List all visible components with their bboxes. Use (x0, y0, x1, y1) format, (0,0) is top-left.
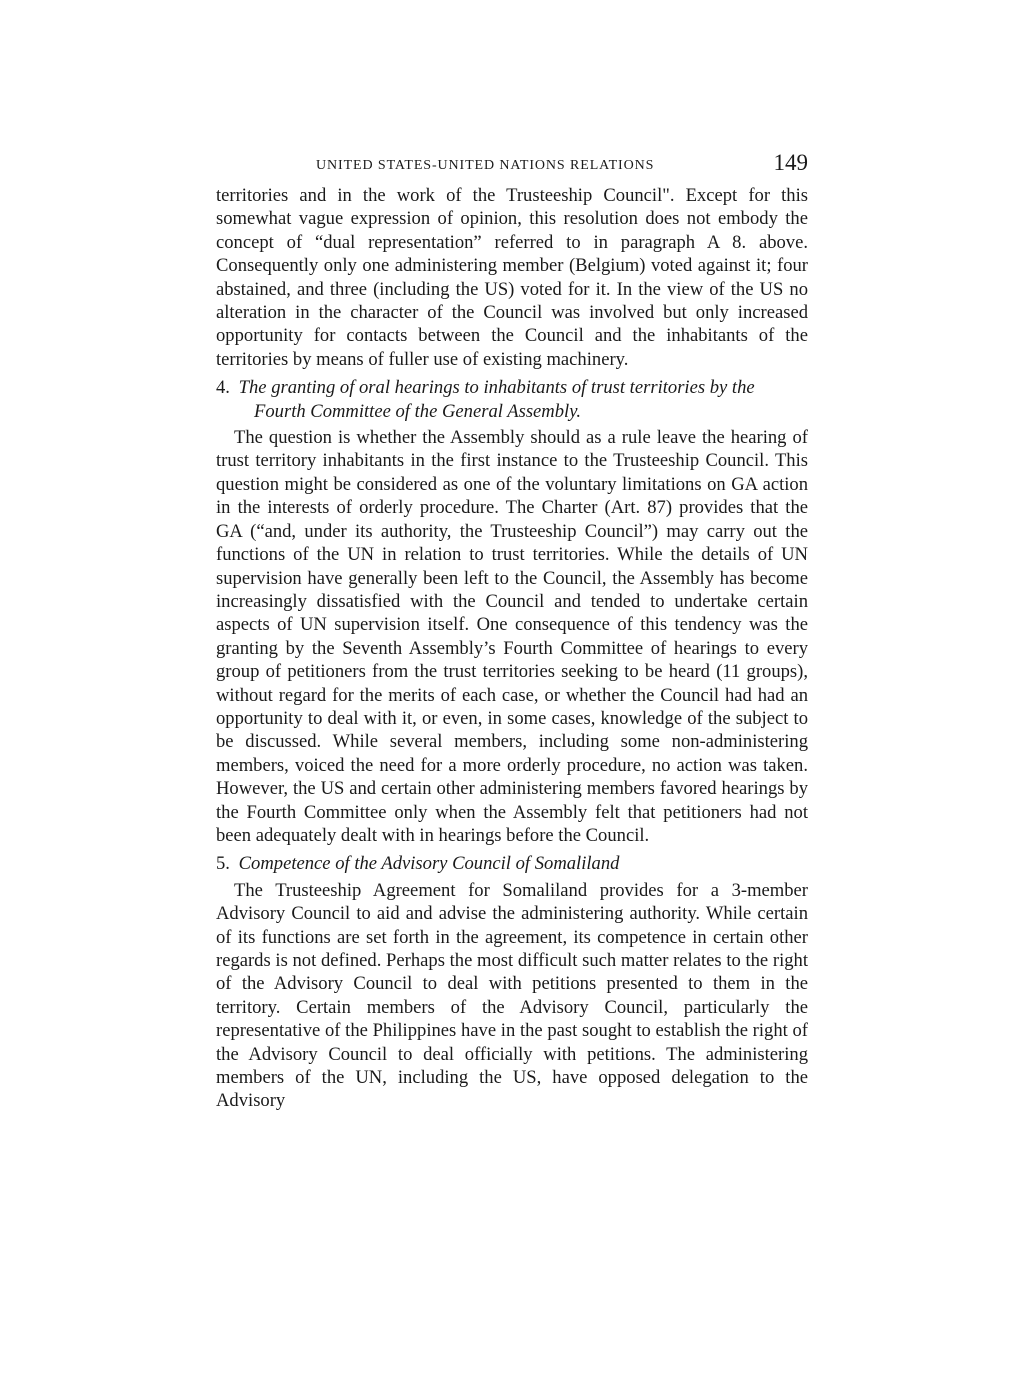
section-4-title: The granting of oral hearings to inhabitants of trust territories by the Fourth Committee of the General Assembly. (238, 377, 755, 422)
section-4-heading (216, 376, 808, 423)
page-number: 149 (773, 150, 808, 175)
section-5-number: 5. (216, 853, 230, 875)
running-title: UNITED STATES-UNITED NATIONS RELATIONS (316, 158, 655, 173)
document-page (216, 150, 808, 1113)
section-4-number: 4. (216, 377, 230, 399)
running-header (216, 150, 808, 184)
section-4-paragraph: The question is whether the Assembly should as a rule leave the hearing of trust territory inhabitants in the first instance to the Trusteeship Council. This question might be considered as one of the voluntary limitations on GA action in the interests of orderly procedure. The Charter (Art. 87) provides that the GA (“and, under its authority, the Trusteeship Council”) may carry out the functions of the UN in relation to trust territories. While the details of UN supervision have generally been left to the Council, the Assembly has become increasingly dissatisfied with the Council and tended to undertake certain aspects of UN supervision itself. One consequence of this tendency was the granting by the Seventh Assembly’s Fourth Committee of hearings to every group of petitioners from the trust territories seeking to be heard (11 groups), without regard for the merits of each case, or whether the Council had had an opportunity to deal with it, or even, in some cases, knowledge of the subject to be discussed. While several members, including some non-administering members, voiced the need for a more orderly procedure, no action was taken. However, the US and certain other administering members favored hearings by the Fourth Committee only when the Assembly felt that petitioners had not been adequately dealt with in hearings before the Council. (216, 427, 808, 846)
section-5-title: Competence of the Advisory Council of Somaliland (238, 853, 620, 875)
opening-paragraph: territories and in the work of the Trusteeship Council". Except for this somewhat vague expression of opinion, this resolution does not embody the concept of “dual representation” referred to in paragraph A 8. above. Consequently only one administering member (Belgium) voted against it; four abstained, and three (including the US) voted for it. In the view of the US no alteration in the character of the Council was involved but only increased opportunity for contacts between the Council and the inhabitants of the territories by means of fuller use of existing machinery. (216, 185, 808, 370)
section-5-heading (216, 852, 808, 875)
section-5-paragraph: The Trusteeship Agreement for Somaliland provides for a 3-member Advisory Council to aid and advise the administering authority. While certain of its functions are set forth in the agreement, its competence in certain other regards is not defined. Perhaps the most difficult such matter relates to the right of the Advisory Council to deal with petitions presented to them in the territory. Certain members of the Advisory Council, particularly the representative of the Philippines have in the past sought to establish the right of the Advisory Council to deal officially with petitions. The administering members of the UN, including the US, have opposed delegation to the Advisory (216, 879, 808, 1112)
